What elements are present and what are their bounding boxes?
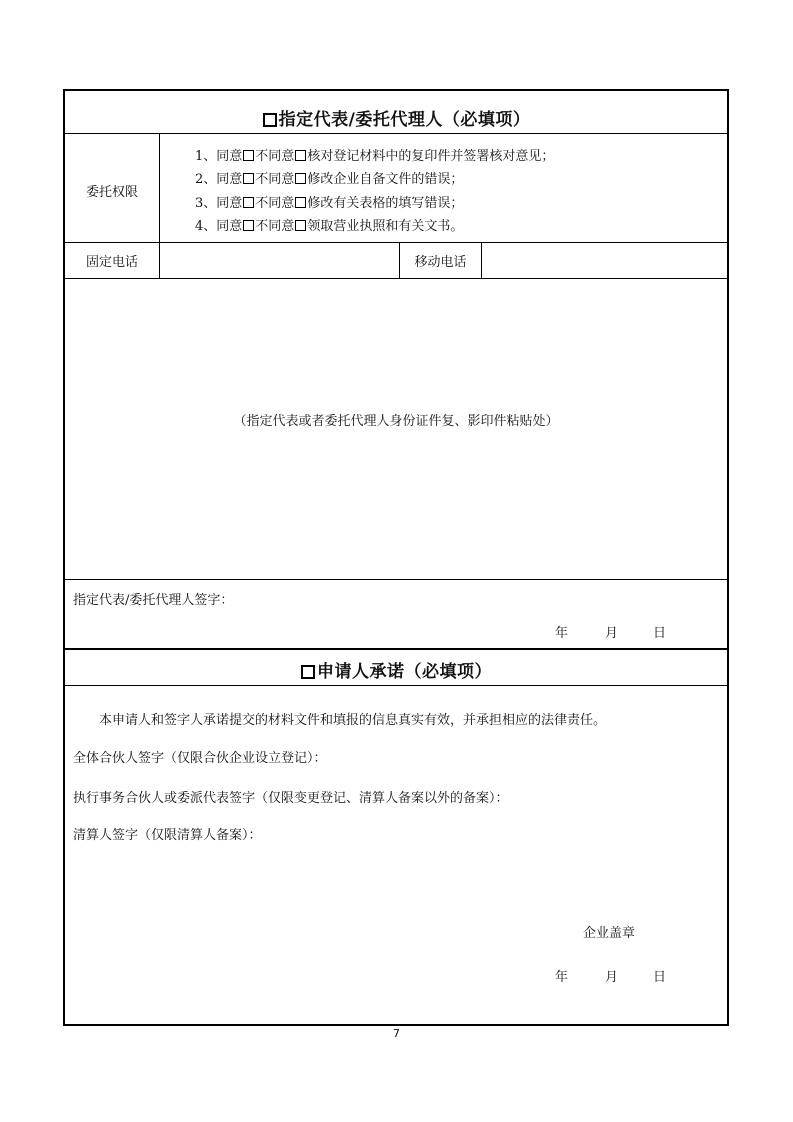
auth-item [195,168,463,187]
seal-label: 企业盖章 [583,926,636,941]
agree-label: 同意 [216,219,243,234]
disagree-label: 不同意 [255,149,295,164]
agree-checkbox[interactable] [243,150,254,161]
agent-signature-label: 指定代表/委托代理人签字： [73,593,234,608]
auth-item [195,145,554,164]
section2-title: 申请人承诺（必填项） [65,657,727,682]
mobile-phone-label: 移动电话 [414,255,467,270]
disagree-checkbox[interactable] [295,150,306,161]
agree-checkbox[interactable] [243,220,254,231]
liquidator-signature-label: 清算人签字（仅限清算人备案）： [73,828,262,843]
disagree-label: 不同意 [255,172,295,187]
divider [65,685,727,686]
disagree-label: 不同意 [255,196,295,211]
agree-checkbox[interactable] [243,173,254,184]
auth-item-text: 修改有关表格的填写错误； [307,196,464,211]
agree-label: 同意 [216,149,243,164]
date-month: 月 [605,626,619,641]
date-year: 年 [555,626,569,641]
divider [65,133,727,134]
id-copy-placeholder: （指定代表或者委托代理人身份证件复、影印件粘贴处） [233,414,559,429]
form-frame [63,89,729,1026]
page-number: 7 [393,1027,400,1040]
agree-checkbox[interactable] [243,197,254,208]
section1-title: 指定代表/委托代理人（必填项） [65,105,727,130]
divider [481,242,482,278]
agree-label: 同意 [216,196,243,211]
auth-item-number: 2、 [195,172,217,187]
section2-checkbox[interactable] [301,665,315,679]
disagree-checkbox[interactable] [295,173,306,184]
auth-item-text: 领取营业执照和有关文书。 [307,219,464,234]
executive-signature-label: 执行事务合伙人或委派代表签字（仅限变更登记、清算人备案以外的备案）： [73,791,509,806]
auth-item [195,215,463,234]
divider [65,579,727,580]
section1-checkbox[interactable] [263,113,277,127]
partners-signature-label: 全体合伙人签字（仅限合伙企业设立登记）： [73,751,327,766]
date-year: 年 [555,970,569,985]
section-divider [65,648,727,650]
auth-item-text: 核对登记材料中的复印件并签署核对意见； [307,149,555,164]
agree-label: 同意 [216,172,243,187]
auth-item [195,192,463,211]
auth-item-number: 1、 [195,149,217,164]
date-month: 月 [605,970,619,985]
disagree-checkbox[interactable] [295,197,306,208]
fixed-phone-label: 固定电话 [85,255,138,270]
commitment-text: 本申请人和签字人承诺提交的材料文件和填报的信息真实有效，并承担相应的法律责任。 [99,713,607,728]
auth-item-text: 修改企业自备文件的错误； [307,172,464,187]
date-day: 日 [653,970,667,985]
auth-item-number: 3、 [195,196,217,211]
auth-item-number: 4、 [195,219,217,234]
divider [65,278,727,279]
divider [159,133,160,242]
divider [159,242,160,278]
date-day: 日 [653,626,667,641]
auth-label: 委托权限 [85,185,138,200]
divider [65,242,727,243]
disagree-label: 不同意 [255,219,295,234]
disagree-checkbox[interactable] [295,220,306,231]
